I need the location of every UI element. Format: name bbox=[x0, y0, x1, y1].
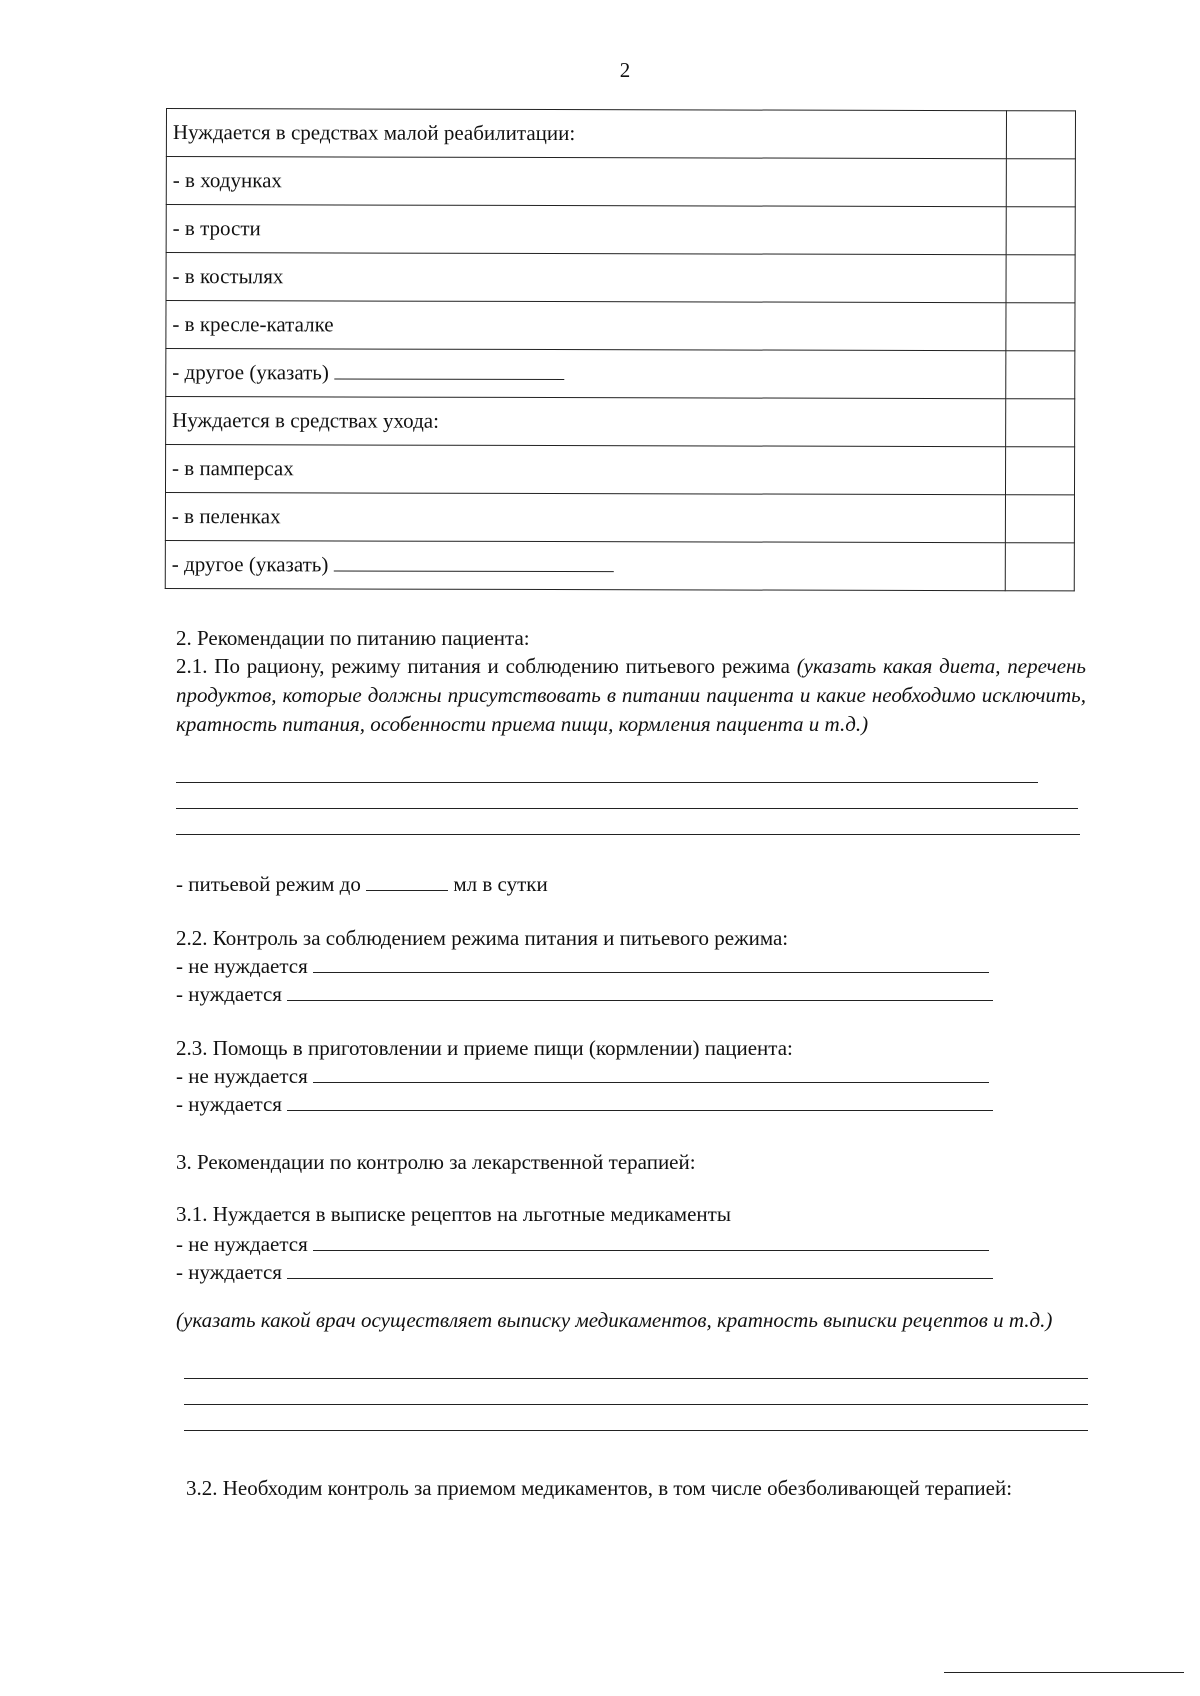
row-label: - в пеленках bbox=[165, 493, 1005, 543]
table-row bbox=[165, 445, 1074, 495]
option-row bbox=[176, 1090, 1086, 1119]
option-not-needed: - не нуждается bbox=[176, 954, 308, 978]
corner-mark bbox=[944, 1672, 1184, 1673]
row-label: Нуждается в средствах малой реабилитации: bbox=[166, 109, 1006, 159]
option-needed: - нуждается bbox=[176, 1092, 282, 1116]
option-row bbox=[176, 980, 1086, 1009]
mark-cell[interactable] bbox=[1006, 159, 1075, 207]
row-label: Нуждается в средствах ухода: bbox=[166, 397, 1006, 447]
option-row bbox=[176, 1062, 1086, 1091]
fill-line[interactable] bbox=[176, 834, 1080, 835]
table-row bbox=[166, 301, 1075, 351]
table-row bbox=[165, 540, 1074, 590]
row-other bbox=[165, 540, 1005, 590]
mark-cell[interactable] bbox=[1006, 111, 1075, 159]
table-row bbox=[165, 493, 1074, 543]
table-row bbox=[166, 349, 1075, 399]
fill-line[interactable] bbox=[184, 1378, 1088, 1379]
paragraph-2-1 bbox=[176, 652, 1086, 739]
row-label: - в костылях bbox=[166, 253, 1006, 303]
option-needed: - нуждается bbox=[176, 1260, 282, 1284]
paragraph-2-3-heading: 2.3. Помощь в приготовлении и приеме пищи (кормлении) пациента: bbox=[176, 1036, 793, 1060]
drinking-regime bbox=[176, 870, 1086, 899]
rehabilitation-table bbox=[165, 108, 1076, 591]
table-row bbox=[166, 205, 1075, 255]
table-row bbox=[166, 253, 1075, 303]
mark-cell[interactable] bbox=[1006, 399, 1075, 447]
paragraph-3-2: 3.2. Необходим контроль за приемом медикаментов, в том числе обезболивающей терапией: bbox=[186, 1476, 1013, 1500]
paragraph-2-1-instructions: (указать какая диета, перечень продуктов, которые должны присутствовать в питании пациента и какие необходимо исключить, кратность питания, особенности приема пищи, кормления пациента и т.д.) bbox=[176, 654, 1086, 736]
option-row bbox=[176, 952, 1086, 981]
not-needed-field[interactable] bbox=[313, 1249, 989, 1251]
option-not-needed: - не нуждается bbox=[176, 1064, 308, 1088]
mark-cell[interactable] bbox=[1006, 351, 1075, 399]
row-label: - другое (указать) bbox=[171, 552, 329, 577]
option-not-needed: - не нуждается bbox=[176, 1232, 308, 1256]
page-number: 2 bbox=[619, 58, 631, 82]
needed-field[interactable] bbox=[287, 1109, 993, 1111]
mark-cell[interactable] bbox=[1005, 543, 1074, 591]
table-row bbox=[166, 109, 1075, 159]
fill-line[interactable] bbox=[176, 808, 1078, 809]
mark-cell[interactable] bbox=[1006, 303, 1075, 351]
mark-cell[interactable] bbox=[1006, 207, 1075, 255]
paragraph-2-1-text: 2.1. По рациону, режиму питания и соблюдению питьевого режима bbox=[176, 654, 797, 678]
row-label: - в трости bbox=[166, 205, 1006, 255]
other-care-field[interactable] bbox=[334, 569, 614, 572]
not-needed-field[interactable] bbox=[313, 1081, 989, 1083]
paragraph-3-1-heading: 3.1. Нуждается в выписке рецептов на льготные медикаменты bbox=[176, 1202, 731, 1226]
option-row bbox=[176, 1258, 1086, 1287]
row-label: - в ходунках bbox=[166, 157, 1006, 207]
option-row bbox=[176, 1230, 1086, 1259]
option-needed: - нуждается bbox=[176, 982, 282, 1006]
drink-prefix: - питьевой режим до bbox=[176, 872, 361, 896]
needed-field[interactable] bbox=[287, 1277, 993, 1279]
row-other bbox=[166, 349, 1006, 399]
row-label: - в кресле-каталке bbox=[166, 301, 1006, 351]
mark-cell[interactable] bbox=[1005, 447, 1074, 495]
paragraph-3-1-instructions: (указать какой врач осуществляет выписку медикаментов, кратность выписки рецептов и т.д.) bbox=[176, 1308, 1053, 1332]
row-label: - другое (указать) bbox=[172, 360, 329, 385]
paragraph-2-2-heading: 2.2. Контроль за соблюдением режима питания и питьевого режима: bbox=[176, 926, 789, 950]
section-3-heading: 3. Рекомендации по контролю за лекарственной терапией: bbox=[176, 1150, 696, 1174]
other-rehab-field[interactable] bbox=[334, 377, 564, 380]
table-row bbox=[166, 157, 1075, 207]
not-needed-field[interactable] bbox=[313, 971, 989, 973]
needed-field[interactable] bbox=[287, 999, 993, 1001]
row-label: - в памперсах bbox=[165, 445, 1005, 495]
fill-line[interactable] bbox=[176, 782, 1038, 783]
fill-line[interactable] bbox=[184, 1430, 1088, 1431]
drink-volume-field[interactable] bbox=[366, 889, 448, 891]
drink-suffix: мл в сутки bbox=[453, 872, 548, 896]
mark-cell[interactable] bbox=[1006, 255, 1075, 303]
section-2-heading: 2. Рекомендации по питанию пациента: bbox=[176, 626, 530, 650]
table-row bbox=[166, 397, 1075, 447]
mark-cell[interactable] bbox=[1005, 495, 1074, 543]
fill-line[interactable] bbox=[184, 1404, 1088, 1405]
